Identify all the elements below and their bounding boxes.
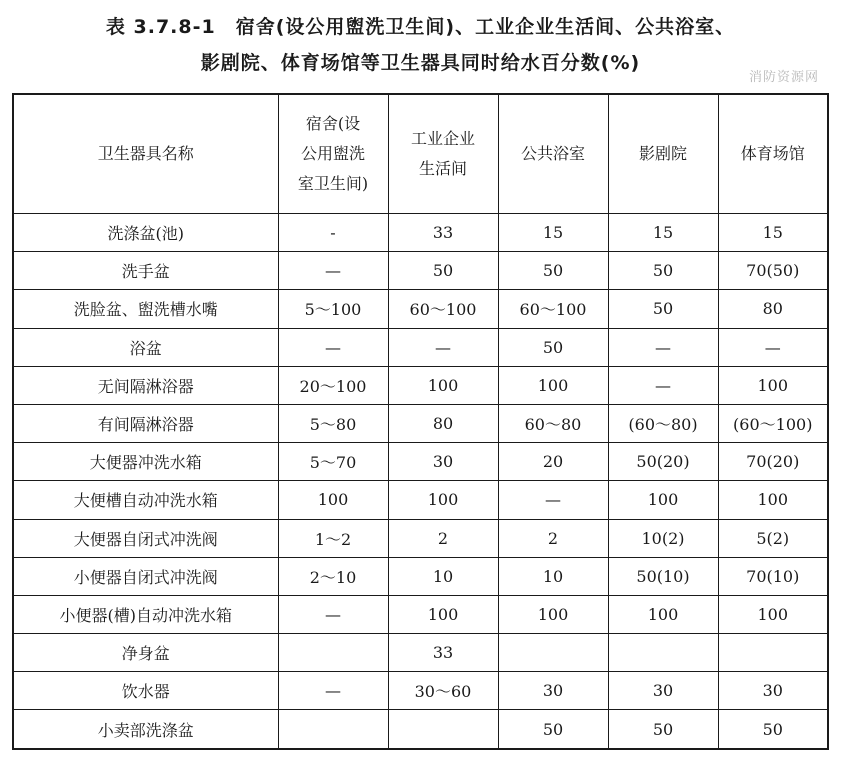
cell-public-bath: 100 [498,366,608,404]
cell-dorm: — [278,595,388,633]
cell-dorm: — [278,328,388,366]
table-row [13,634,828,672]
header-stadium: 体育场馆 [718,94,828,214]
cell-industry: 50 [388,252,498,290]
cell-theater: 15 [608,214,718,252]
cell-fixture-name: 净身盆 [13,634,278,672]
cell-dorm: 1～2 [278,519,388,557]
cell-dorm: — [278,252,388,290]
cell-dorm [278,634,388,672]
cell-dorm: 5～70 [278,443,388,481]
cell-public-bath: 30 [498,672,608,710]
table-row [13,214,828,252]
fixture-percentage-table [12,93,829,750]
cell-fixture-name: 大便器冲洗水箱 [13,443,278,481]
watermark: 消防资源网 [748,70,819,85]
cell-dorm: — [278,672,388,710]
header-theater: 影剧院 [608,94,718,214]
table-row [13,519,828,557]
cell-industry: 10 [388,557,498,595]
cell-stadium: 100 [718,481,828,519]
cell-theater: 50(10) [608,557,718,595]
cell-public-bath: 50 [498,710,608,749]
cell-public-bath: 10 [498,557,608,595]
table-row [13,557,828,595]
header-industry-line: 生活间 [418,159,467,178]
cell-public-bath: 50 [498,328,608,366]
cell-industry: 100 [388,481,498,519]
cell-dorm: 100 [278,481,388,519]
cell-public-bath: 50 [498,252,608,290]
cell-industry [388,710,498,749]
header-dorm [278,94,388,214]
table-row [13,328,828,366]
table-title-line-1: 表 3.7.8-1 宿舍(设公用盥洗卫生间)、工业企业生活间、公共浴室、 [105,16,736,38]
cell-theater: (60～80) [608,404,718,442]
cell-fixture-name: 洗脸盆、盥洗槽水嘴 [13,290,278,328]
cell-fixture-name: 大便器自闭式冲洗阀 [13,519,278,557]
cell-industry: — [388,328,498,366]
cell-stadium: 70(10) [718,557,828,595]
cell-stadium: 80 [718,290,828,328]
cell-stadium: 70(20) [718,443,828,481]
header-industry [388,94,498,214]
table-row [13,481,828,519]
cell-fixture-name: 小便器(槽)自动冲洗水箱 [13,595,278,633]
cell-public-bath: 60～100 [498,290,608,328]
table-row [13,366,828,404]
cell-theater: 100 [608,595,718,633]
cell-industry: 60～100 [388,290,498,328]
table-body [13,214,828,749]
cell-industry: 33 [388,214,498,252]
cell-fixture-name: 有间隔淋浴器 [13,404,278,442]
cell-dorm [278,710,388,749]
cell-theater: 100 [608,481,718,519]
cell-industry: 33 [388,634,498,672]
table-row [13,290,828,328]
header-dorm-line: 室卫生间) [297,174,369,193]
cell-public-bath: 60～80 [498,404,608,442]
cell-stadium: 100 [718,366,828,404]
cell-stadium: — [718,328,828,366]
cell-dorm: - [278,214,388,252]
cell-fixture-name: 洗手盆 [13,252,278,290]
cell-stadium: (60～100) [718,404,828,442]
cell-theater [608,634,718,672]
cell-stadium: 30 [718,672,828,710]
header-row [13,94,828,214]
cell-dorm: 5～80 [278,404,388,442]
cell-public-bath [498,634,608,672]
header-public-bath: 公共浴室 [498,94,608,214]
cell-theater: — [608,366,718,404]
cell-fixture-name: 无间隔淋浴器 [13,366,278,404]
cell-stadium: 70(50) [718,252,828,290]
cell-theater: 10(2) [608,519,718,557]
cell-dorm: 20～100 [278,366,388,404]
cell-dorm: 2～10 [278,557,388,595]
table-row [13,595,828,633]
header-dorm-line: 宿舍(设 [305,114,361,133]
header-industry-line: 工业企业 [410,129,475,148]
cell-industry: 30 [388,443,498,481]
cell-public-bath: — [498,481,608,519]
cell-stadium: 5(2) [718,519,828,557]
cell-stadium: 50 [718,710,828,749]
cell-theater: 50 [608,290,718,328]
cell-theater: 50 [608,710,718,749]
cell-fixture-name: 饮水器 [13,672,278,710]
cell-fixture-name: 大便槽自动冲洗水箱 [13,481,278,519]
cell-public-bath: 20 [498,443,608,481]
cell-theater: 50(20) [608,443,718,481]
table-row [13,672,828,710]
cell-industry: 100 [388,366,498,404]
cell-industry: 80 [388,404,498,442]
cell-stadium: 100 [718,595,828,633]
cell-fixture-name: 小便器自闭式冲洗阀 [13,557,278,595]
cell-fixture-name: 浴盆 [13,328,278,366]
cell-industry: 30～60 [388,672,498,710]
header-fixture-name: 卫生器具名称 [13,94,278,214]
table-row [13,252,828,290]
cell-public-bath: 2 [498,519,608,557]
cell-public-bath: 100 [498,595,608,633]
cell-fixture-name: 小卖部洗涤盆 [13,710,278,749]
table-row [13,443,828,481]
cell-theater: — [608,328,718,366]
cell-stadium [718,634,828,672]
cell-theater: 30 [608,672,718,710]
cell-industry: 100 [388,595,498,633]
table-row [13,710,828,749]
cell-public-bath: 15 [498,214,608,252]
table-title-line-2: 影剧院、体育场馆等卫生器具同时给水百分数(%) [200,52,641,74]
cell-fixture-name: 洗涤盆(池) [13,214,278,252]
cell-dorm: 5～100 [278,290,388,328]
cell-industry: 2 [388,519,498,557]
table-row [13,404,828,442]
header-dorm-line: 公用盥洗 [300,144,365,163]
cell-theater: 50 [608,252,718,290]
cell-stadium: 15 [718,214,828,252]
